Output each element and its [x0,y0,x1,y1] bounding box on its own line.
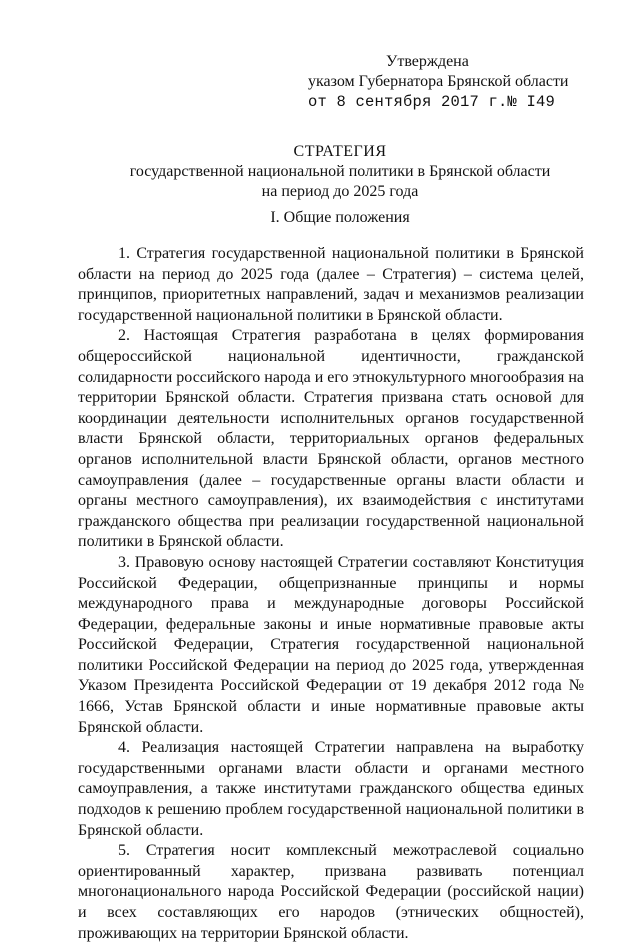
paragraph-2: 2. Настоящая Стратегия разработана в целях формирования общероссийской национальной идентичности, гражданской солидарности российского народа и его этнокультурного многообразия на территории Брянской области. Стратегия призвана стать основой для координации деятельности исполнительных органов государственной власти Брянской области, территориальных органов федеральных органов исполнительной власти Брянской области, органов местного самоуправления (далее – государственные органы власти области и органы местного самоуправления), их взаимодействия с институтами гражданского общества при реализации государственной национальной политики в Брянской области. [78,327,584,551]
document-body [78,244,584,944]
paragraph-5: 5. Стратегия носит комплексный межотраслевой социально ориентированный характер, призвана развивать потенциал многонационального народа Российской Федерации (российской нации) и всех составляющих его народов (этнических общностей), проживающих на территории Брянской области. [78,842,584,942]
paragraph-1: 1. Стратегия государственной национальной политики в Брянской области на период до 2025 года (далее – Стратегия) – система целей, принципов, приоритетных направлений, задач и механизмов реализации государственной национальной политики в Брянской области. [78,245,584,324]
paragraph-4: 4. Реализация настоящей Стратегии направлена на выработку государственными органами власти области и органами местного самоуправления, а также институтами гражданского общества единых подходов к решению проблем государственной национальной политики в Брянской области. [78,739,584,839]
section-heading: I. Общие положения [270,209,410,226]
document-title [80,142,600,202]
title-main: СТРАТЕГИЯ [293,143,387,160]
paragraph-3: 3. Правовую основу настоящей Стратегии составляют Конституция Российской Федерации, общепризнанные принципы и нормы международного права и международные договоры Российской Федерации, федеральные законы и иные нормативные правовые акты Российской Федерации, Стратегия государственной национальной политики Российской Федерации на период до 2025 года, утвержденная Указом Президента Российской Федерации от 19 декабря 2012 года № 1666, Устав Брянской области и иные нормативные правовые акты Брянской области. [78,553,584,736]
approval-stamp [308,52,618,112]
approval-line-decree: указом Губернатора Брянской области [308,73,569,90]
title-subtitle-2: на период до 2025 года [261,183,419,200]
approval-line-date-number: от 8 сентября 2017 г.№ I49 [308,93,556,111]
approval-line-approved: Утверждена [386,53,469,70]
title-subtitle-1: государственной национальной политики в Брянской области [129,163,551,180]
